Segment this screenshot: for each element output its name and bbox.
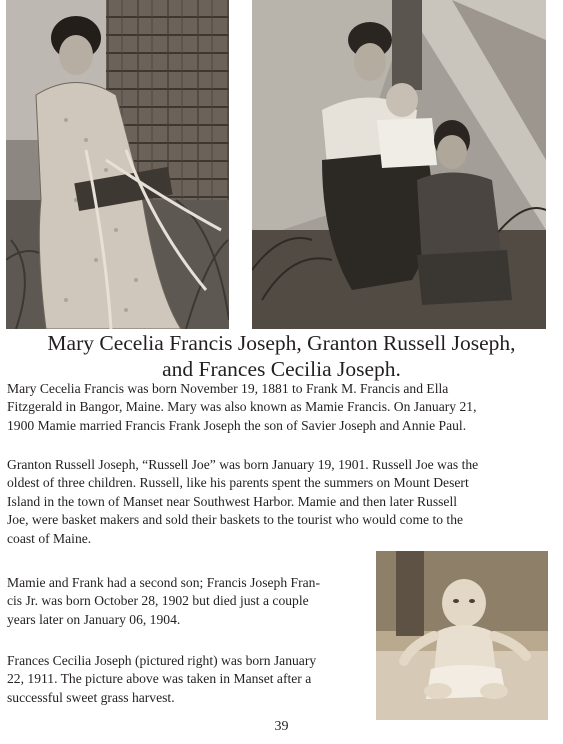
photo-baby-sitting — [376, 551, 548, 720]
paragraph-line: Mary Cecelia Francis was born November 19, 1881 to Frank M. Francis and Ella — [7, 381, 449, 396]
paragraph-line: cis Jr. was born October 28, 1902 but died just a couple — [7, 593, 309, 609]
paragraph-second-son — [7, 574, 320, 629]
paragraph-line: Joe, were basket makers and sold their baskets to the tourist who would come to the — [7, 512, 464, 528]
paragraph-frances-cecilia — [7, 652, 316, 707]
page-number: 39 — [274, 719, 289, 734]
paragraph-line: Mamie and Frank had a second son; Francis Joseph Fran- — [7, 575, 320, 590]
photo-woman-baby-boy-tent — [252, 0, 546, 329]
paragraph-line: Granton Russell Joseph, “Russell Joe” was born January 19, 1901. Russell Joe was the — [7, 457, 479, 472]
paragraph-line: successful sweet grass harvest. — [7, 689, 175, 705]
paragraph-line: Island in the town of Manset near Southwest Harbor. Mamie and then later Russell — [7, 493, 458, 509]
photo-woman-weaving-basket — [6, 0, 229, 329]
paragraph-line: 22, 1911. The picture above was taken in Manset after a — [7, 671, 312, 687]
paragraph-granton-russell — [7, 456, 478, 548]
paragraph-line: coast of Maine. — [7, 530, 92, 546]
paragraph-line: years later on January 06, 1904. — [7, 611, 181, 627]
paragraph-line: Fitzgerald in Bangor, Maine. Mary was also known as Mamie Francis. On January 21, — [7, 399, 477, 415]
paragraph-line: oldest of three children. Russell, like his parents spent the summers on Mount Desert — [7, 475, 469, 491]
paragraph-mary-cecelia — [7, 380, 476, 435]
paragraph-line: Frances Cecilia Joseph (pictured right) was born January — [7, 653, 317, 668]
paragraph-line: 1900 Mamie married Francis Frank Joseph the son of Savier Joseph and Annie Paul. — [7, 417, 467, 433]
title-line-2: and Frances Cecilia Joseph. — [162, 357, 401, 381]
title-line-1: Mary Cecelia Francis Joseph, Granton Russell Joseph, — [47, 331, 516, 355]
